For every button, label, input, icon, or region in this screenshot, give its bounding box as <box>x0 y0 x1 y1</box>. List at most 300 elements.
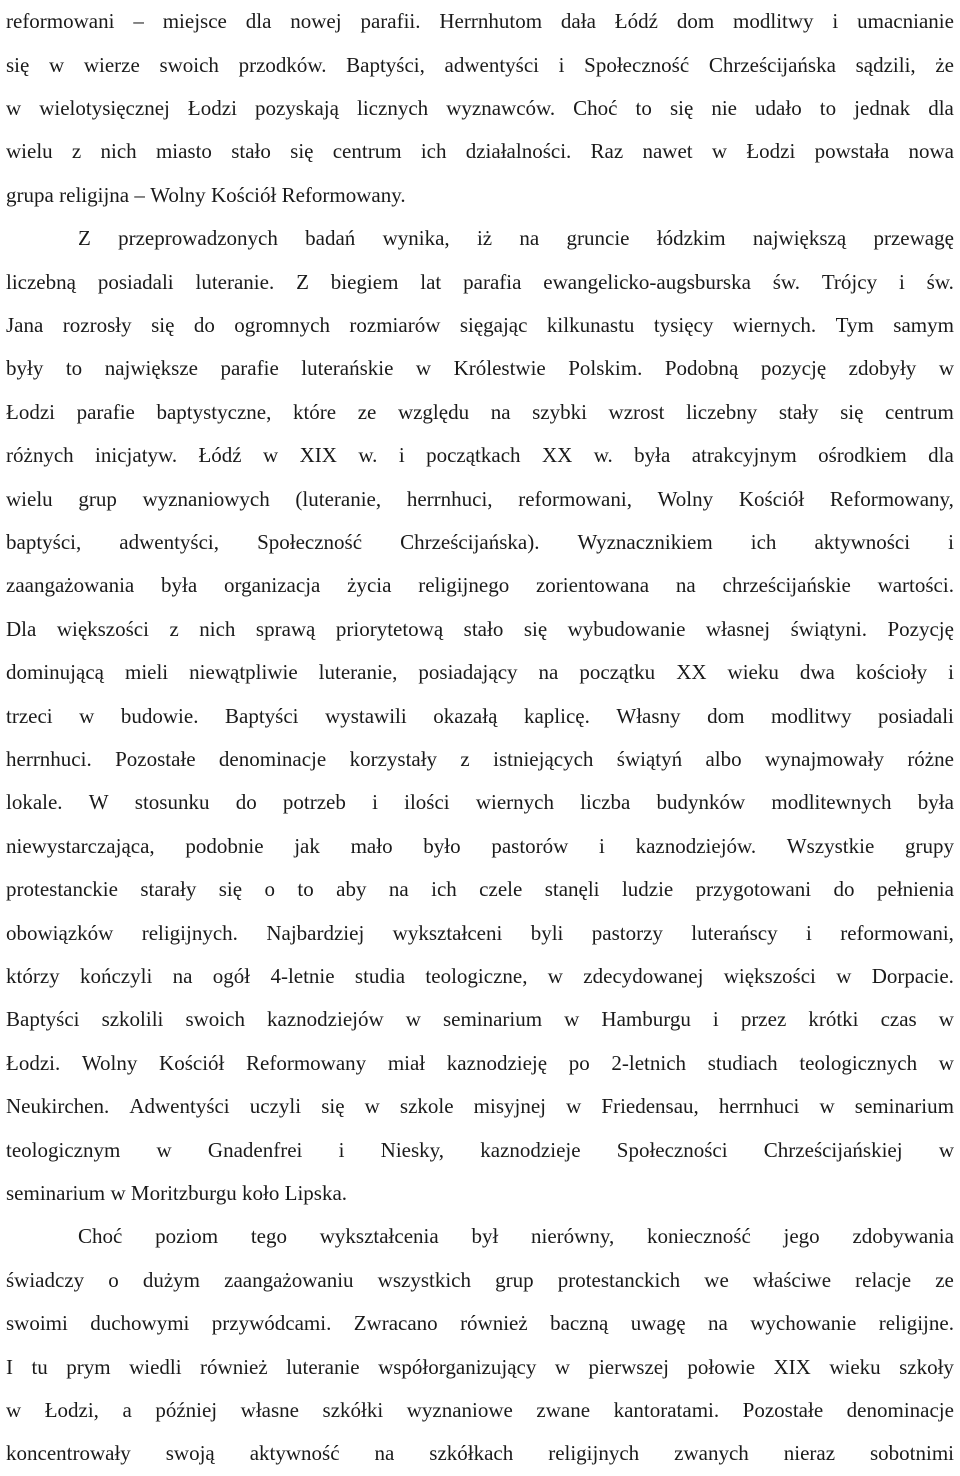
word: adwentyści <box>444 52 540 77</box>
word: w <box>566 1094 582 1119</box>
word: centrum <box>332 139 402 164</box>
word: szkoły <box>899 1354 954 1379</box>
word: w <box>554 1354 570 1379</box>
word: nieraz <box>783 1441 836 1466</box>
word: Choć <box>573 96 618 121</box>
text-line <box>6 738 954 782</box>
word: czele <box>479 877 523 902</box>
word: Łodzi <box>187 96 237 121</box>
word: przez <box>740 1007 787 1032</box>
word: kaznodziejów. <box>635 833 757 858</box>
word: pastorzy <box>591 920 663 945</box>
word: w <box>79 703 95 728</box>
word: wielotysięcznej <box>39 96 170 121</box>
word: XIX <box>773 1354 811 1379</box>
word: krótki <box>808 1007 859 1032</box>
word: ogół <box>212 964 251 989</box>
word: stały <box>778 399 819 424</box>
word: tysięcy <box>653 313 714 338</box>
word: a <box>122 1398 132 1423</box>
word: tu <box>31 1354 48 1379</box>
word: denominacje <box>846 1398 954 1423</box>
word: modlitewnych <box>771 790 892 815</box>
word: budowie. <box>120 703 199 728</box>
word: trzeci <box>6 703 53 728</box>
word: największą <box>752 226 847 251</box>
text-line <box>6 0 954 44</box>
word: miejsce <box>162 9 227 34</box>
word: grupy <box>904 833 954 858</box>
word: parafia <box>463 269 522 294</box>
word: Społeczności <box>616 1137 728 1162</box>
word: szybki <box>532 399 587 424</box>
word: samym <box>893 313 954 338</box>
word: czas <box>880 1007 917 1032</box>
word: wiernych. <box>732 313 817 338</box>
word: luterańscy <box>691 920 778 945</box>
word: sięgając <box>459 313 528 338</box>
word: wieku <box>829 1354 881 1379</box>
word: życia <box>347 573 392 598</box>
word: działalności. <box>465 139 572 164</box>
word: liczebny <box>686 399 758 424</box>
word: w <box>547 964 563 989</box>
word: na <box>172 964 193 989</box>
word: jak <box>294 833 320 858</box>
word: okazałą <box>433 703 498 728</box>
word: centrum <box>885 399 954 424</box>
text-line <box>6 1259 954 1303</box>
word: korzystały <box>349 747 438 772</box>
word: luteranie <box>286 1354 360 1379</box>
word: wielu <box>6 486 53 511</box>
word: Polskim. <box>568 356 643 381</box>
word: herrnhuci. <box>6 747 92 772</box>
word: religijnych <box>548 1441 640 1466</box>
word: pełnienia <box>876 877 954 902</box>
word: zorientowana <box>535 573 650 598</box>
word: lokale. <box>6 790 63 815</box>
word: wielu <box>6 139 53 164</box>
word: współorganizujący <box>378 1354 537 1379</box>
word: protestanckich <box>557 1267 681 1292</box>
word: aktywność <box>249 1441 340 1466</box>
word: Hamburgu <box>601 1007 691 1032</box>
word: – <box>134 182 145 207</box>
word: to <box>819 96 837 121</box>
word: Reformowany. <box>281 182 406 207</box>
word: seminarium <box>6 1181 106 1206</box>
text-line <box>6 87 954 131</box>
word: koncentrowały <box>6 1441 131 1466</box>
word: wyznawców. <box>446 96 556 121</box>
word: swoich <box>159 52 219 77</box>
word: Chrześcijańska <box>708 52 836 77</box>
word: na <box>374 1441 395 1466</box>
word: dom <box>707 703 745 728</box>
word: były <box>6 356 44 381</box>
word: nie <box>711 96 737 121</box>
word: ewangelicko-augsburska <box>543 269 751 294</box>
word: dla <box>928 443 954 468</box>
word: nowa <box>908 139 954 164</box>
word: – <box>133 9 144 34</box>
word: inicjatyw. <box>95 443 178 468</box>
word: Kościół <box>159 1050 225 1075</box>
text-line <box>6 1042 954 1086</box>
word: stało <box>463 616 504 641</box>
word: do <box>235 790 257 815</box>
word: właściwe <box>752 1267 832 1292</box>
word: herrnhuci, <box>406 486 493 511</box>
word: zaangażowania <box>6 573 135 598</box>
word: byli <box>530 920 564 945</box>
word: XX <box>676 660 707 685</box>
word: w <box>711 139 728 164</box>
word: 4-letnie <box>270 964 335 989</box>
word: w <box>6 96 22 121</box>
word: konieczność <box>646 1224 751 1249</box>
word: i <box>948 660 954 685</box>
word: pozycję <box>760 356 827 381</box>
word: uwagę <box>630 1311 686 1336</box>
word: grupa <box>6 182 54 207</box>
word: w <box>263 443 279 468</box>
text-line <box>6 260 954 304</box>
text-line <box>6 1302 954 1346</box>
text-line <box>6 1128 954 1172</box>
text-line <box>6 694 954 738</box>
word: połowie <box>687 1354 756 1379</box>
word: I <box>6 1354 13 1379</box>
word: organizacja <box>223 573 321 598</box>
word: świątyni. <box>790 616 867 641</box>
word: się <box>669 96 694 121</box>
word: szkolili <box>101 1007 164 1032</box>
word: była <box>917 790 954 815</box>
word: prym <box>66 1354 111 1379</box>
word: ze <box>357 399 377 424</box>
word: o <box>264 877 275 902</box>
word: atrakcyjnym <box>691 443 797 468</box>
word: kaplicę. <box>523 703 590 728</box>
word: swoich <box>185 1007 245 1032</box>
word: Zwracano <box>353 1311 438 1336</box>
word: kończyli <box>79 964 153 989</box>
word: ilości <box>404 790 450 815</box>
text-line <box>6 651 954 695</box>
word: nich <box>199 616 236 641</box>
word: nawet <box>642 139 693 164</box>
word: że <box>935 52 954 77</box>
text-line <box>6 477 954 521</box>
word: Wolny <box>657 486 714 511</box>
word: wynajmowały <box>764 747 884 772</box>
word: kaznodziejów <box>267 1007 384 1032</box>
word: parafie <box>76 399 135 424</box>
word: Pozostałe <box>742 1398 824 1423</box>
word: była <box>161 573 198 598</box>
word: teologiczne, <box>425 964 528 989</box>
word: na <box>675 573 696 598</box>
word: udało <box>755 96 802 121</box>
text-line <box>6 130 954 174</box>
word: na <box>490 399 511 424</box>
word: na <box>707 1311 728 1336</box>
word: również <box>200 1354 268 1379</box>
word: było <box>423 833 461 858</box>
word: w <box>415 356 432 381</box>
word: stosunku <box>134 790 210 815</box>
word: kaznodzieje <box>480 1137 581 1162</box>
word: posiadający <box>418 660 518 685</box>
text-line <box>78 1215 954 1259</box>
word: wyznaniowych <box>142 486 270 511</box>
word: sobotnimi <box>869 1441 954 1466</box>
word: przewagę <box>873 226 954 251</box>
word: Reformowany, <box>829 486 954 511</box>
word: do <box>833 877 855 902</box>
word: w <box>938 1137 954 1162</box>
word: w. <box>358 443 378 468</box>
word: Królestwie <box>453 356 546 381</box>
word: dla <box>928 96 954 121</box>
word: się <box>218 877 243 902</box>
word: dużym <box>142 1267 201 1292</box>
text-line <box>6 868 954 912</box>
word: Baptyści <box>6 1007 80 1032</box>
text-line <box>6 781 954 825</box>
word: we <box>704 1267 729 1292</box>
word: baptystyczne, <box>156 399 272 424</box>
word: pozyskają <box>254 96 339 121</box>
word: dała <box>560 9 596 34</box>
word: to <box>297 877 314 902</box>
word: obowiązków <box>6 920 114 945</box>
word: przodków. <box>238 52 327 77</box>
word: szkółki <box>322 1398 384 1423</box>
word: wybudowanie <box>567 616 686 641</box>
word: potrzeb <box>282 790 346 815</box>
word: modlitwy <box>733 9 814 34</box>
word: w <box>364 1094 380 1119</box>
word: miał <box>387 1050 426 1075</box>
word: Łódź <box>198 443 242 468</box>
word: w <box>938 1050 954 1075</box>
word: Reformowany <box>246 1050 367 1075</box>
word: Społeczność <box>257 530 363 555</box>
word: swoją <box>165 1441 215 1466</box>
word: i <box>948 530 954 555</box>
word: Friedensau, <box>601 1094 699 1119</box>
word: w <box>48 52 65 77</box>
word: w. <box>593 443 613 468</box>
word: ogromnych <box>234 313 330 338</box>
word: z <box>169 616 179 641</box>
word: i <box>712 1007 719 1032</box>
word: uczyli <box>249 1094 302 1119</box>
word: W <box>88 790 109 815</box>
word: w <box>156 1137 172 1162</box>
word: jego <box>783 1224 820 1249</box>
word: nowej <box>290 9 342 34</box>
word: rozmiarów <box>349 313 441 338</box>
word: wiernych <box>475 790 554 815</box>
word: reformowani, <box>518 486 632 511</box>
word: adwentyści, <box>119 530 220 555</box>
word: duchowymi <box>90 1311 190 1336</box>
word: seminarium <box>854 1094 954 1119</box>
word: Baptyści, <box>346 52 425 77</box>
word: szkółkach <box>429 1441 514 1466</box>
word: Trójcy <box>821 269 878 294</box>
word: kilkunastu <box>546 313 635 338</box>
word: i <box>832 9 839 34</box>
word: w <box>564 1007 580 1032</box>
word: grup <box>78 486 117 511</box>
word: przygotowani <box>695 877 812 902</box>
word: kościoły <box>855 660 928 685</box>
word: posiadali <box>878 703 954 728</box>
word: studiach <box>707 1050 778 1075</box>
word: się <box>290 139 314 164</box>
word: różnych <box>6 443 74 468</box>
word: chrześcijańskie <box>722 573 851 598</box>
word: w <box>938 356 954 381</box>
word: św. <box>926 269 954 294</box>
word: umacnianie <box>857 9 954 34</box>
word: wychowanie <box>750 1311 857 1336</box>
text-line <box>6 304 954 348</box>
text-line <box>6 1172 347 1216</box>
word: które <box>292 399 337 424</box>
word: wykształcenia <box>319 1224 439 1249</box>
word: po <box>568 1050 590 1075</box>
word: i <box>372 790 378 815</box>
word: różne <box>907 747 954 772</box>
word: Łodzi <box>6 399 55 424</box>
word: zdobywania <box>852 1224 954 1249</box>
word: albo <box>705 747 742 772</box>
word: wyznaniowe <box>406 1398 513 1423</box>
word: w <box>938 1007 954 1032</box>
word: liczba <box>580 790 631 815</box>
word: później <box>155 1398 218 1423</box>
word: liczebną <box>6 269 76 294</box>
word: teologicznym <box>6 1137 121 1162</box>
text-line <box>78 217 954 261</box>
word: z <box>460 747 470 772</box>
word: starały <box>140 877 197 902</box>
word: i <box>898 269 905 294</box>
word: ich <box>750 530 777 555</box>
text-line <box>6 174 406 218</box>
text-line <box>6 825 954 869</box>
word: Kościół <box>738 486 805 511</box>
word: się <box>840 399 864 424</box>
word: Łódź <box>614 9 658 34</box>
word: się <box>321 1094 345 1119</box>
word: z <box>71 139 82 164</box>
word: reformowani, <box>840 920 954 945</box>
word: i <box>599 833 605 858</box>
word: priorytetową <box>335 616 444 641</box>
word: misyjnej <box>473 1094 547 1119</box>
word: Niesky, <box>380 1137 445 1162</box>
word: relacje <box>855 1267 912 1292</box>
word: aby <box>336 877 367 902</box>
word: również <box>460 1311 528 1336</box>
word: Moritzburgu <box>130 1181 237 1206</box>
word: w <box>836 964 852 989</box>
word: własne <box>240 1398 299 1423</box>
word: wartości. <box>877 573 954 598</box>
word: XX <box>541 443 573 468</box>
word: przywódcami. <box>211 1311 332 1336</box>
word: w <box>110 1181 126 1206</box>
word: miasto <box>155 139 212 164</box>
word: na <box>538 660 559 685</box>
word: grup <box>495 1267 534 1292</box>
word: gruncie <box>566 226 630 251</box>
word: dominującą <box>6 660 104 685</box>
word: herrnhuci <box>718 1094 800 1119</box>
text-line <box>6 521 954 565</box>
word: XIX <box>299 443 337 468</box>
word: wszystkich <box>377 1267 471 1292</box>
word: teologicznych <box>799 1050 918 1075</box>
word: przeprowadzonych <box>118 226 278 251</box>
word: większości <box>56 616 149 641</box>
word: względu <box>397 399 470 424</box>
word: Jana <box>6 313 44 338</box>
text-line <box>6 911 954 955</box>
word: badań <box>305 226 356 251</box>
word: niewystarczająca, <box>6 833 155 858</box>
text-line <box>6 998 954 1042</box>
text-line <box>6 1432 954 1476</box>
word: parafie <box>220 356 279 381</box>
word: to <box>635 96 652 121</box>
word: i <box>805 920 812 945</box>
word: świadczy <box>6 1267 85 1292</box>
word: Chrześcijańska). <box>400 530 540 555</box>
word: Tym <box>835 313 874 338</box>
word: 2-letnich <box>611 1050 687 1075</box>
text-line <box>6 43 954 87</box>
word: istniejących <box>493 747 594 772</box>
word: się <box>151 313 175 338</box>
word: Pozostałe <box>115 747 196 772</box>
word: modlitwy <box>770 703 852 728</box>
text-line <box>6 1345 954 1389</box>
word: religijnego <box>418 573 510 598</box>
word: wieku <box>727 660 779 685</box>
word: Z <box>296 269 309 294</box>
word: szkole <box>399 1094 454 1119</box>
word: Społeczność <box>584 52 690 77</box>
word: wystawili <box>325 703 407 728</box>
word: tego <box>250 1224 287 1249</box>
word: rozrosły <box>62 313 132 338</box>
word: i <box>558 52 565 77</box>
word: iż <box>476 226 493 251</box>
word: Łodzi, <box>44 1398 99 1423</box>
word: luteranie. <box>195 269 275 294</box>
word: św. <box>772 269 800 294</box>
word: do <box>193 313 215 338</box>
word: Najbardziej <box>266 920 365 945</box>
